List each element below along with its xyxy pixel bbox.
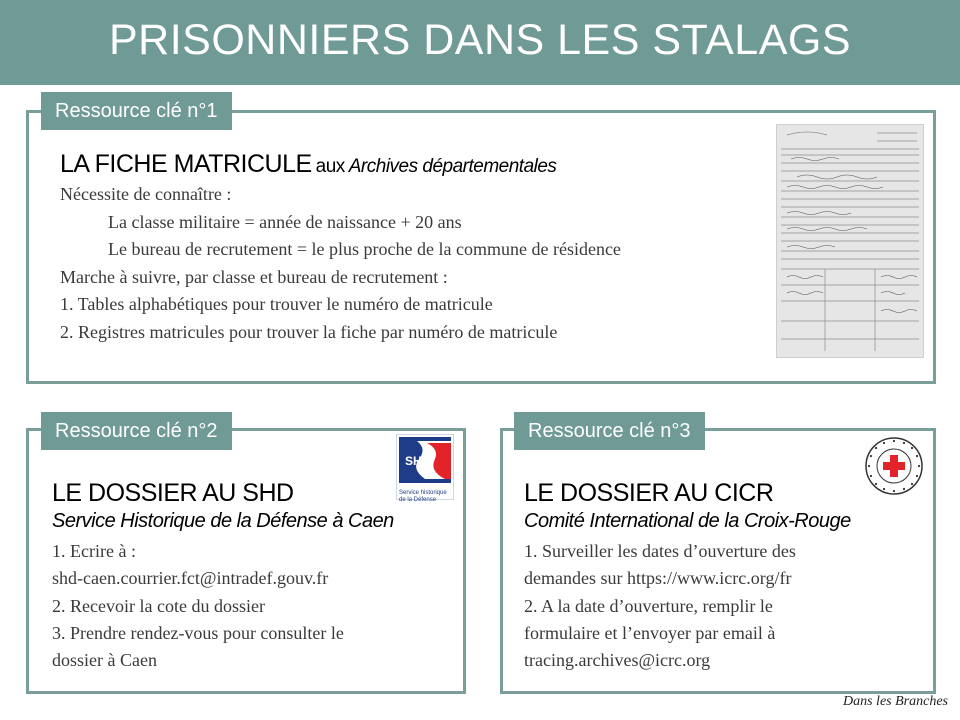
resource-1-line: La classe militaire = année de naissance + 20 ans [108, 212, 462, 232]
resource-3-tab: Ressource clé n°3 [514, 412, 705, 450]
resource-2-email: shd-caen.courrier.fct@intradef.gouv.fr [52, 568, 329, 588]
shd-logo-mark [397, 435, 453, 485]
header-banner [0, 0, 960, 85]
resource-2-line: dossier à Caen [52, 650, 157, 670]
resource-2-line: 1. Ecrire à : [52, 541, 136, 561]
icrc-logo-text [864, 436, 865, 437]
resource-1-line: 1. Tables alphabétiques pour trouver le numéro de matricule [60, 294, 493, 314]
icrc-logo [864, 436, 924, 496]
resource-3-line: 1. Surveiller les dates d’ouverture des [524, 541, 796, 561]
resource-1-title-connector: aux [315, 156, 345, 177]
resource-1-line: Nécessite de connaître : [60, 184, 232, 204]
shd-logo-text: Service historique de la Défense [399, 490, 447, 503]
matricule-sheet-image [776, 124, 924, 358]
resource-3-url: demandes sur https://www.icrc.org/fr [524, 568, 792, 588]
resource-1-tab: Ressource clé n°1 [41, 92, 232, 130]
resource-3-line: 2. A la date d’ouverture, remplir le [524, 596, 773, 616]
resource-1-line: Marche à suivre, par classe et bureau de recrutement : [60, 267, 448, 287]
shd-logo [396, 434, 454, 503]
resource-3-title: LE DOSSIER AU CICR [524, 479, 774, 507]
resource-2-title: LE DOSSIER AU SHD [52, 479, 294, 507]
resource-3-line: formulaire et l’envoyer par email à [524, 623, 776, 643]
resource-3-email: tracing.archives@icrc.org [524, 650, 711, 670]
icrc-logo-mark [864, 436, 924, 496]
page-title: PRISONNIERS DANS LES STALAGS [108, 16, 852, 64]
resource-1-title-italic: Archives départementales [348, 156, 557, 177]
resource-1-line: 2. Registres matricules pour trouver la fiche par numéro de matricule [60, 322, 558, 342]
resource-2-tab: Ressource clé n°2 [41, 412, 232, 450]
svg-text:SH: SH [405, 454, 422, 468]
resource-2-line: 3. Prendre rendez-vous pour consulter le [52, 623, 344, 643]
resource-1-title [60, 150, 556, 179]
resource-2-line: 2. Recevoir la cote du dossier [52, 596, 265, 616]
resource-3-subtitle: Comité International de la Croix-Rouge [524, 510, 851, 532]
resource-2-subtitle: Service Historique de la Défense à Caen [52, 510, 394, 532]
resource-1-title-main: LA FICHE MATRICULE [60, 150, 312, 178]
footer-signature: Dans les Branches [843, 694, 948, 709]
matricule-sheet-drawing [777, 125, 923, 357]
resource-1-line: Le bureau de recrutement = le plus proche de la commune de résidence [108, 239, 621, 259]
